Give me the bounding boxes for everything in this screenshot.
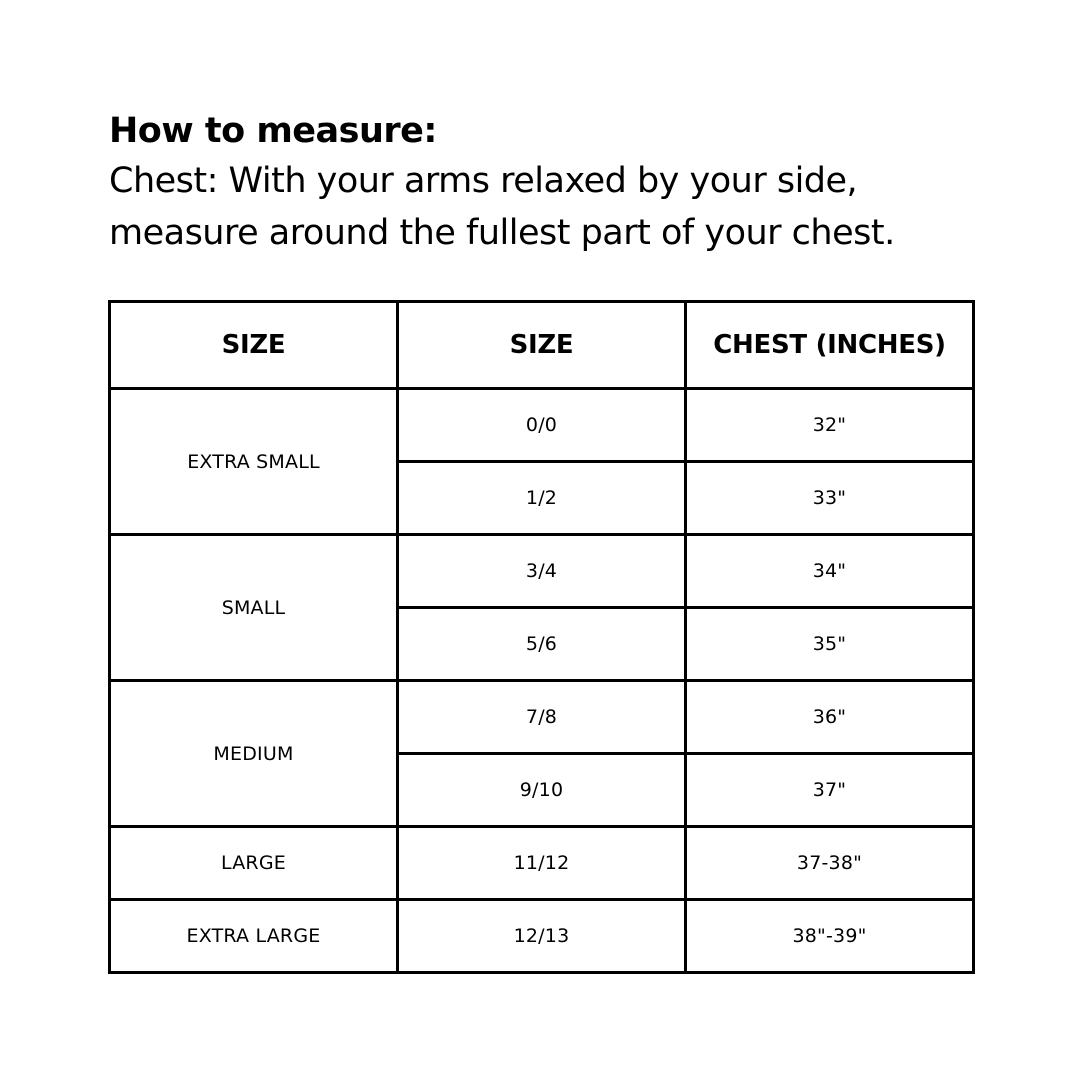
chest-cell: 36": [686, 681, 974, 754]
table-row: [110, 535, 974, 608]
size-number-cell: 0/0: [398, 389, 686, 462]
chest-cell: 37": [686, 754, 974, 827]
size-number-cell: 5/6: [398, 608, 686, 681]
instructions-heading: How to measure:: [109, 111, 437, 151]
table-header-row: [110, 302, 974, 389]
table-row: [110, 827, 974, 900]
size-number-cell: 3/4: [398, 535, 686, 608]
size-group-label: MEDIUM: [110, 681, 398, 827]
chest-cell: 33": [686, 462, 974, 535]
size-chart-table: [108, 300, 975, 974]
measure-instructions: [109, 108, 1009, 259]
size-number-cell: 11/12: [398, 827, 686, 900]
instructions-line-1: Chest: With your arms relaxed by your side,: [109, 161, 858, 201]
chest-cell: 37-38": [686, 827, 974, 900]
chest-cell: 35": [686, 608, 974, 681]
header-size-number: SIZE: [398, 302, 686, 389]
header-chest: CHEST (INCHES): [686, 302, 974, 389]
size-group-label: EXTRA SMALL: [110, 389, 398, 535]
size-group-label: EXTRA LARGE: [110, 900, 398, 973]
table-row: [110, 681, 974, 754]
table-row: [110, 389, 974, 462]
size-number-cell: 1/2: [398, 462, 686, 535]
chest-cell: 34": [686, 535, 974, 608]
header-size-label: SIZE: [110, 302, 398, 389]
chest-cell: 38"-39": [686, 900, 974, 973]
chest-cell: 32": [686, 389, 974, 462]
table-row: [110, 900, 974, 973]
instructions-line-2: measure around the fullest part of your chest.: [109, 213, 895, 253]
size-number-cell: 9/10: [398, 754, 686, 827]
size-number-cell: 12/13: [398, 900, 686, 973]
size-group-label: LARGE: [110, 827, 398, 900]
size-number-cell: 7/8: [398, 681, 686, 754]
size-group-label: SMALL: [110, 535, 398, 681]
